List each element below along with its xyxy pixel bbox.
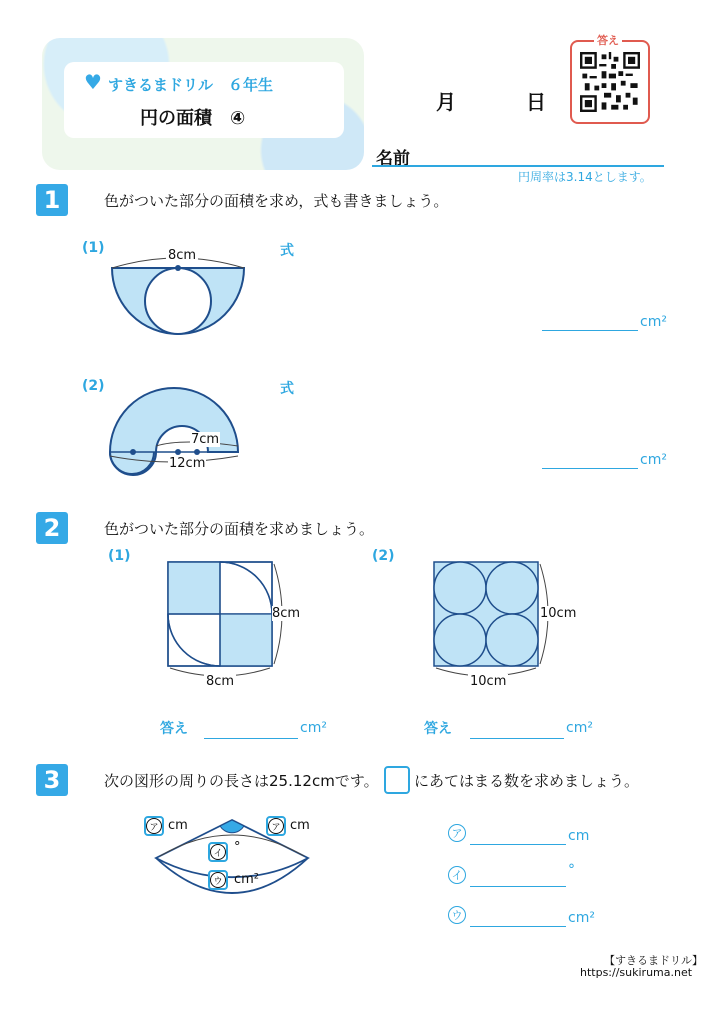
q2-part2-unit: cm² [566,720,593,736]
q2-part2-dim-bottom: 10cm [470,674,507,689]
answer-badge: 答え [594,32,622,48]
q3-label-i: イ [208,842,228,862]
q3-unit-deg: ° [234,840,241,855]
heart-icon: ♥ [84,70,102,94]
q3-answer-i-unit: ° [568,862,575,878]
q2-part2-figure [432,560,572,686]
q2-part1-label: (1) [108,548,131,564]
q1-part2-dim-outer: 12cm [169,456,206,471]
question-1-badge: 1 [36,184,68,216]
question-3-text-b: にあてはまる数を求めましょう。 [414,772,640,790]
q1-part2-answer-line[interactable] [542,450,638,469]
question-2-text: 色がついた部分の面積を求めましょう。 [104,520,375,538]
q3-unit-cm-right: cm [290,818,310,833]
q2-part1-answer-label: 答え [160,721,188,737]
q3-answer-i-line[interactable] [470,868,566,887]
series-label: すきるまドリル ６年生 [108,76,274,94]
q1-part1-unit: cm² [640,314,667,330]
q3-answer-u-line[interactable] [470,908,566,927]
q1-part2-unit: cm² [640,452,667,468]
pi-note: 円周率は3.14とします。 [518,170,652,184]
q3-label-a-right: ア [266,816,286,836]
question-1-text: 色がついた部分の面積を求め，式も書きましょう。 [104,192,449,210]
q2-part1-unit: cm² [300,720,327,736]
answer-qr-code[interactable] [570,34,650,124]
q3-unit-cm2: cm² [234,872,260,887]
footer-brand: 【すきるまドリル】 [604,954,703,967]
q1-part2-dim-inner: 7cm [191,432,220,447]
q1-part2-label: (2) [82,378,105,394]
q2-part2-answer-line[interactable] [470,720,564,739]
q3-answer-a-unit: cm [568,828,590,844]
q2-part1-figure [166,560,306,686]
q3-answer-a-line[interactable] [470,826,566,845]
blank-box-icon [384,766,410,794]
question-3-badge: 3 [36,764,68,796]
q1-part1-answer-line[interactable] [542,312,638,331]
q3-unit-cm-left: cm [168,818,188,833]
q2-part1-dim-side: 8cm [272,606,301,621]
q2-part2-dim-side: 10cm [540,606,577,621]
qr-icon [580,52,640,112]
question-3-text-a: 次の図形の周りの長さは25.12cmです。 [104,772,379,790]
name-label: 名前 [376,149,410,169]
q3-answer-i-mark: イ [448,864,466,884]
q3-label-u: ウ [208,870,228,890]
q1-part1-inner-circle [145,268,211,334]
q3-answer-u-unit: cm² [568,910,595,926]
q3-answer-u-mark: ウ [448,904,466,924]
q2-part2-label: (2) [372,548,395,564]
q1-part1-dim: 8cm [168,248,197,263]
q3-answer-a-mark: ア [448,822,466,842]
page-title: 円の面積 ④ [140,108,246,129]
q1-part2-shiki: 式 [280,381,294,397]
month-label: 月 [436,90,456,114]
name-field[interactable] [372,164,664,167]
question-2-badge: 2 [36,512,68,544]
q2-part1-dim-bottom: 8cm [206,674,235,689]
q2-part2-answer-label: 答え [424,721,452,737]
q1-part1-shiki: 式 [280,243,294,259]
q2-part1-answer-line[interactable] [204,720,298,739]
q3-label-a-left: ア [144,816,164,836]
q1-part1-label: (1) [82,240,105,256]
footer-url[interactable]: https://sukiruma.net [580,966,693,979]
day-label: 日 [526,90,546,114]
